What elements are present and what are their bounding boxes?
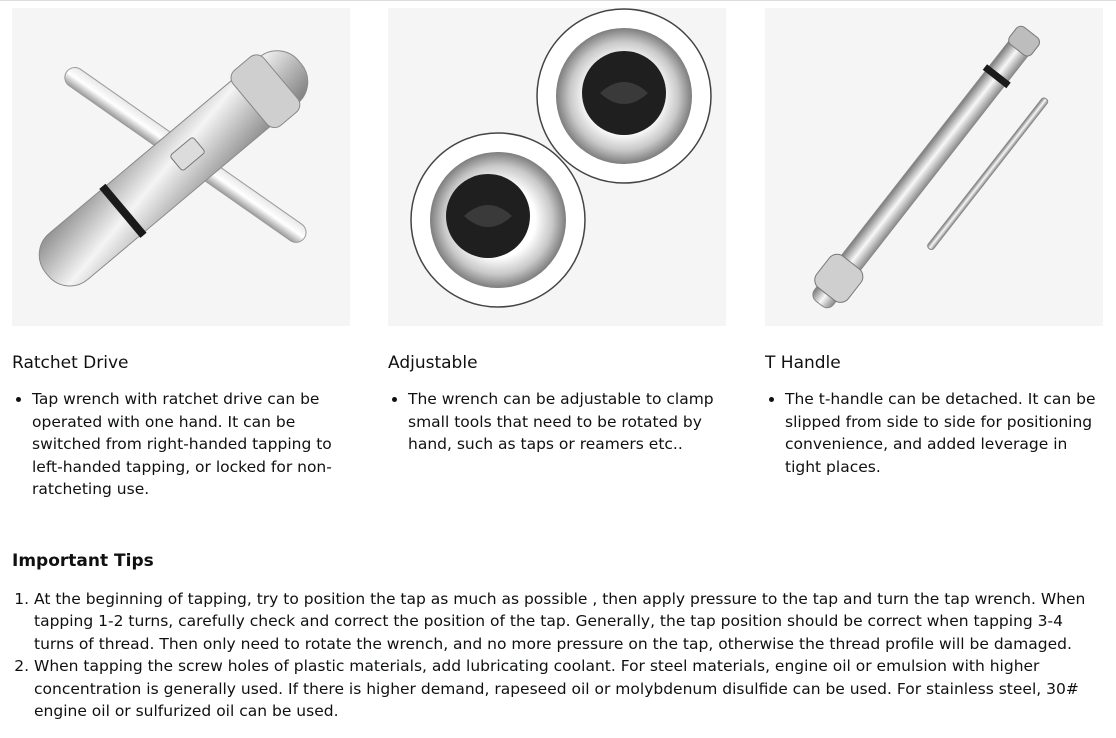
list-item: 1. At the beginning of tapping, try to position the tap as much as possible , then apply pressure to the tap and turn the tap wrench. When tapping 1-2 turns, carefully check and correct the position of the tap. Generally, the tap position should be correct when tapping 3-4 turns of thread. Then only need to rotate the wrench, and no more pressure on the tap, otherwise the thread profile will be damaged. — [34, 588, 1102, 655]
adjustable-chuck-jaws-photo — [388, 8, 726, 326]
list-item: • The wrench can be adjustable to clamp small tools that need to be rotated by hand, such as taps or reamers etc.. — [408, 388, 728, 456]
list-item: • The t-handle can be detached. It can be slipped from side to side for positioning convenience, and added leverage in tight places. — [785, 388, 1105, 478]
list-item: • Tap wrench with ratchet drive can be operated with one hand. It can be switched from right-handed tapping to left-handed tapping, or locked for non-ratcheting use. — [32, 388, 352, 501]
feature-bullets — [12, 388, 352, 501]
feature-bullets — [388, 388, 728, 456]
t-handle-wrench-photo — [765, 8, 1103, 326]
feature-title: Ratchet Drive — [12, 353, 129, 373]
ratchet-tap-wrench-photo — [12, 8, 350, 326]
feature-title: Adjustable — [388, 353, 478, 373]
tips-heading: Important Tips — [12, 551, 154, 571]
list-item: 2. When tapping the screw holes of plastic materials, add lubricating coolant. For steel materials, engine oil or emulsion with higher concentration is generally used. If there is higher demand, rapeseed oil or molybdenum disulfide can be used. For stainless steel, 30# engine oil or sulfurized oil can be used. — [34, 655, 1102, 722]
top-divider — [0, 0, 1116, 1]
tips-list — [12, 588, 1102, 722]
feature-bullets — [765, 388, 1105, 478]
feature-title: T Handle — [765, 353, 841, 373]
